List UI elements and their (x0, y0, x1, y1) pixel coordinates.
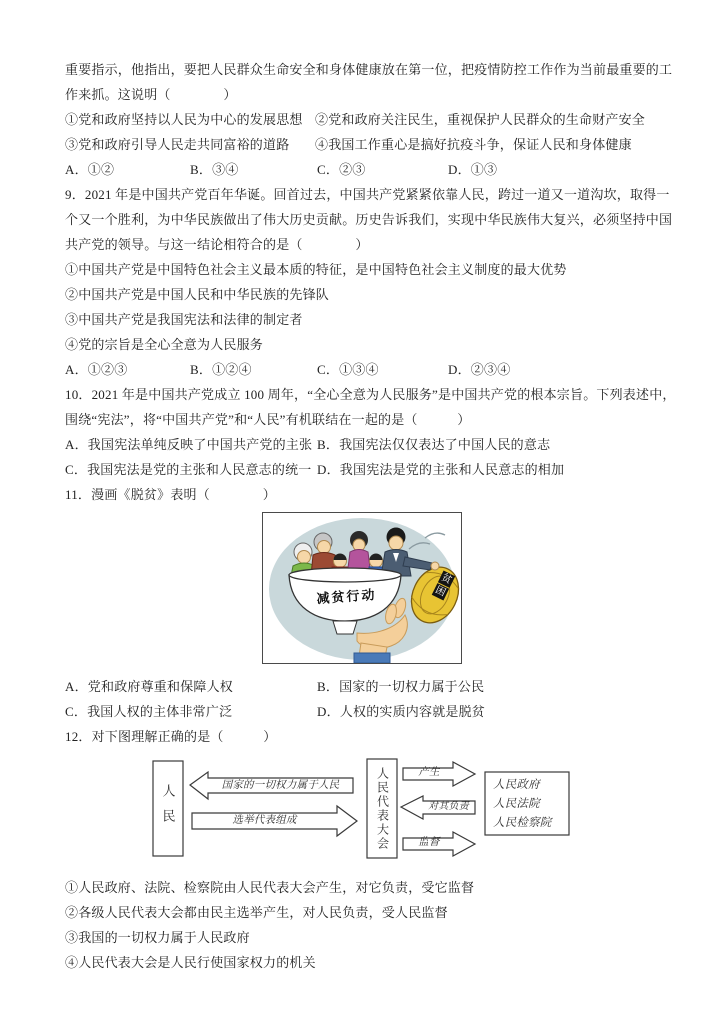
q12-item-3: ③我国的一切权力属于人民政府 (65, 930, 250, 945)
organs-line-government: 人民政府 (493, 779, 540, 791)
q8-choice-b: B．③④ (190, 162, 239, 177)
q9-choice-b: B．①②④ (190, 362, 252, 377)
question-9 (65, 182, 673, 382)
q12-item-1: ①人民政府、法院、检察院由人民代表大会产生，对它负责，受它监督 (65, 880, 475, 895)
organs-line-court: 人民法院 (493, 798, 540, 810)
q9-item-2: ②中国共产党是中国人民和中华民族的先锋队 (65, 287, 330, 302)
q8-item-2: ②党和政府关注民生，重视保护人民群众的生命财产安全 (315, 112, 646, 127)
q12-stem-line: 12．对下图理解正确的是（ ） (65, 729, 277, 744)
q9-item-1: ①中国共产党是中国特色社会主义最本质的特征，是中国特色社会主义制度的最大优势 (65, 262, 567, 277)
hat-char-kun: 困 (433, 584, 448, 599)
q9-item-4: ④党的宗旨是全心全意为人民服务 (65, 337, 264, 352)
hat-char-pin: 贫 (439, 572, 454, 587)
arrow-elect-label: 选举代表组成 (232, 815, 297, 826)
q11-options-row-1 (65, 674, 662, 699)
arrow-create-label: 产生 (418, 767, 440, 778)
q12-item-2: ②各级人民代表大会都由民主选举产生，对人民负责，受人民监督 (65, 905, 448, 920)
q9-choice-d: D．②③④ (448, 362, 511, 377)
question-12 (65, 724, 662, 975)
bowl-label: 减贫行动 (316, 586, 377, 607)
q10-stem-line-2: 围绕“宪法”，将“中国共产党”和“人民”有机联结在一起的是（ ） (65, 412, 471, 427)
q10-stem-line-1: 10．2021 年是中国共产党成立 100 周年，“全心全意为人民服务”是中国共产党的根本宗旨。下列表述中， (65, 387, 676, 402)
q8-item-1: ①党和政府坚持以人民为中心的发展思想 (65, 112, 303, 127)
question-10 (65, 382, 676, 482)
q10-options-row-1 (65, 432, 662, 457)
q11-option-a: A．党和政府尊重和保障人权 (65, 679, 233, 694)
q11-options-row-2 (65, 699, 662, 724)
question-8 (65, 57, 673, 182)
q10-option-a: A．我国宪法单纯反映了中国共产党的主张 (65, 437, 313, 452)
arrow-power-label: 国家的一切权力属于人民 (221, 780, 340, 791)
q8-items-row-1 (65, 107, 662, 132)
q8-item-4: ④我国工作重心是搞好抗疫斗争，保证人民和身体健康 (315, 137, 632, 152)
q10-option-c: C．我国宪法是党的主张和人民意志的统一 (65, 462, 312, 477)
q12-item-4: ④人民代表大会是人民行使国家权力的机关 (65, 955, 316, 970)
q9-choices (65, 357, 662, 382)
npc-structure-diagram (145, 757, 592, 861)
q8-items-row-2 (65, 132, 662, 157)
q11-stem-line: 11．漫画《脱贫》表明（ ） (65, 487, 276, 502)
q8-choices (65, 157, 662, 182)
organs-line-procuratorate: 人民检察院 (493, 817, 552, 829)
q9-stem-line-1: 9．2021 年是中国共产党百年华诞。回首过去，中国共产党紧紧依靠人民，跨过一道又一道沟坎，取得一 (65, 187, 670, 202)
organs-box-label (493, 776, 565, 833)
q10-options-row-2 (65, 457, 662, 482)
q11-option-d: D．人权的实质内容就是脱贫 (317, 704, 485, 719)
arrow-supervise-label: 监督 (418, 837, 440, 848)
arrow-responsible-label: 对其负责 (428, 801, 469, 812)
q9-stem-line-3: 共产党的领导。与这一结论相符合的是（ ） (65, 237, 369, 252)
q10-option-d: D．我国宪法是党的主张和人民意志的相加 (317, 462, 565, 477)
q8-choice-a: A．①② (65, 162, 115, 177)
q9-choice-c: C．①③④ (317, 362, 379, 377)
exam-page-content (65, 57, 676, 975)
q8-item-3: ③党和政府引导人民走共同富裕的道路 (65, 137, 290, 152)
q8-choice-d: D．①③ (448, 162, 498, 177)
npc-box-label: 人民代表大会 (375, 766, 390, 851)
q8-choice-c: C．②③ (317, 162, 366, 177)
q9-choice-a: A．①②③ (65, 362, 128, 377)
q11-option-c: C．我国人权的主体非常广泛 (65, 704, 233, 719)
q11-option-b: B．国家的一切权力属于公民 (317, 679, 485, 694)
people-box-label: 人民 (160, 783, 176, 834)
question-11 (65, 482, 662, 724)
q10-option-b: B．我国宪法仅仅表达了中国人民的意志 (317, 437, 551, 452)
q9-stem-line-2: 个又一个胜利，为中华民族做出了伟大历史贡献。历史告诉我们，实现中华民族伟大复兴，必须坚持中国 (65, 212, 673, 227)
q8-stem-line-2: 作来抓。这说明（ ） (65, 87, 237, 102)
cartoon-tuopin-illustration (262, 512, 462, 664)
q8-stem-line-1: 重要指示，他指出，要把人民群众生命安全和身体健康放在第一位，把疫情防控工作作为当前最重要的工 (65, 62, 673, 77)
q9-item-3: ③中国共产党是我国宪法和法律的制定者 (65, 312, 303, 327)
